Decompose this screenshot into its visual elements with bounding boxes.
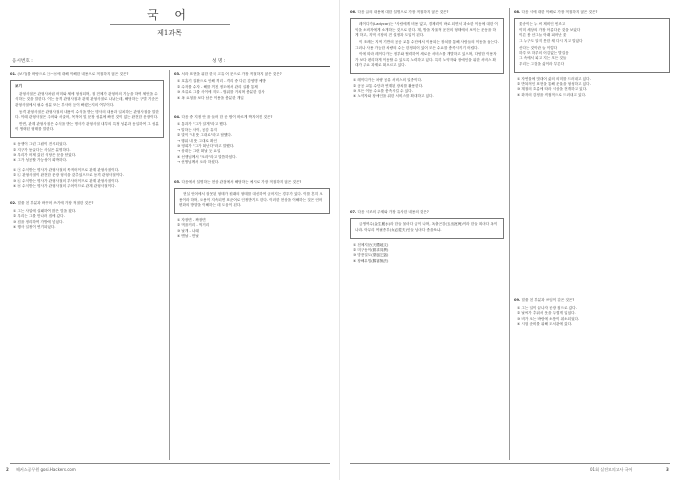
answer-option[interactable]: ② 반복적인 표현을 통해 운율을 형성하고 있다. xyxy=(517,82,591,87)
answer-option[interactable]: ① 자장면 - 짜장면 xyxy=(177,217,206,222)
answer-option[interactable]: ④ 노약자와 장애인을 위한 서비스를 확대하고 있다. xyxy=(353,94,434,99)
answer-option[interactable]: ③ 짐을 정리하여 가방에 넣었다. xyxy=(13,219,64,224)
answer-option[interactable]: ④ 폭 요청을 보다 남은 이용을 충분한 개입 xyxy=(177,95,244,100)
column-4 xyxy=(514,10,670,460)
column-1 xyxy=(10,72,164,462)
answer-option[interactable]: ④ 시험 준비를 위해 도서관에 갔다. xyxy=(517,321,573,326)
box-paragraph: 이에 따라 레이디카는 정부와 협력하여 새로운 서비스를 개발하고 있으며, 다양한 이용자가 보다 편리하게 이동할 수 있도록 노력하고 있다. 특히 노약자와 장애인을 위한 서비스 확대가 주요 과제로 떠오르고 있다. xyxy=(355,52,497,68)
exam-number-label: 응시번호 : xyxy=(12,59,33,64)
option-note: → 선생님께서 오라 하셨다. xyxy=(177,160,220,165)
box-paragraph: 동격 관형사절은 관형사절의 내용이 수식을 받는 명사의 내용과 일치하는 관형사절을 말한다. 이때 관형사절은 주어와 서술어, 목적어 및 문장 성분에 빠진 것이 없는 완전한 문장이다. xyxy=(15,109,159,119)
question-03 xyxy=(174,72,330,77)
poem-box xyxy=(350,218,504,238)
passage-box xyxy=(174,188,330,214)
example-sentence: ③ 우리가 어제 갔던 식당은 문을 닫았다. xyxy=(13,152,77,157)
example-box xyxy=(10,80,164,138)
answer-option[interactable]: ② 공공 교통 수단과 연계된 장치를 활용한다. xyxy=(353,83,424,88)
question-02 xyxy=(10,201,164,206)
example-sentence: ① 동생이 그린 그림이 전시되었다. xyxy=(13,142,68,147)
answer-option[interactable]: ① 그는 사업에 실패하여 많은 빚을 졌다. xyxy=(13,208,77,213)
footer-rule xyxy=(10,463,330,464)
answer-option[interactable]: ② 말이 "내 뜻 그대로"라고 답했다. xyxy=(177,133,233,138)
question-number: 07. xyxy=(350,209,357,214)
option-note: → 상대는 그런 떠날 듯 요일 xyxy=(177,149,221,154)
footer-text: 해커스공무원 gosi.Hackers.com xyxy=(16,467,76,472)
question-number: 02. xyxy=(10,201,17,206)
answer-option[interactable]: ② 미구동이(微求同異) xyxy=(353,247,389,252)
answer-option[interactable]: ③ 조류로 그룹 사이에 지도 - 범위를 거치며 충분한 검사 xyxy=(177,90,265,95)
box-paragraph: 레이디카(Ladycar)는 "사람에게 비용 없고, 경제력이 바로 되면서 과소한 이동에 대한 이익을 소비자에게 소개하는 것으로 한다. 계, 방을 자율적 운전의 형태에서 보이는 운동을 하게 하고, 지역 시장의 전 설정과 도입이 된다. xyxy=(355,22,498,38)
question-number: 05. xyxy=(174,179,181,184)
question-number: 04. xyxy=(174,115,181,120)
column-3 xyxy=(350,10,504,460)
answer-option[interactable]: ② 수자를 수자 - 해를 끼친 정도에서 관리 실황 통제 xyxy=(177,84,258,89)
header-rule xyxy=(10,66,330,67)
question-text: 다음 시에 대한 이해로 가장 적절하지 않은 것은? xyxy=(521,10,598,14)
answer-option[interactable]: ④ 맨날 - 만날 xyxy=(177,234,199,239)
question-05 xyxy=(174,180,330,185)
option-note: → 행위 내 뜻 그대로 확인 xyxy=(177,138,217,143)
page-number: 2 xyxy=(6,467,9,472)
box-paragraph: 현실 언어에서 잘못된 형태가 원래의 형태를 대신하여 굳어지는 경우가 있다. 이를 흔히 오용이라 하며, 오용이 지속되면 표준어로 인정받기도 한다. 이러한 현상을 이해하는 것은 언어 변화의 방향을 이해하는 데 도움이 된다. xyxy=(179,192,323,207)
column-divider xyxy=(169,70,170,460)
question-text: 다음 시조의 주제와 가장 유사한 내용의 것은? xyxy=(357,209,429,214)
example-sentence: ② 지구가 둥글다는 사실은 분명하다. xyxy=(13,147,71,152)
question-text: 밑줄 친 부분과 바꾸어 쓰기에 가장 적절한 것은? xyxy=(17,201,94,206)
question-number: 06. xyxy=(350,10,357,14)
box-paragraph: 금생여수(金生麗水)라 한들 물마다 금이 나며, 옥출곤강(玉出崑崗)이라 한들 뫼마다 옥이 나랴. 아무리 여필종부(女必從夫)인들 님마다 좇을쏘냐. xyxy=(355,222,498,232)
question-text: (보기)를 바탕으로 ㉠~㉣에 대해 이해한 내용으로 적절하지 않은 것은? xyxy=(17,72,129,76)
question-07 xyxy=(350,210,504,215)
question-number: 08. xyxy=(514,10,521,14)
answer-option[interactable]: ② 우리는 그를 만나러 집에 갔다. xyxy=(13,214,65,219)
question-04 xyxy=(174,115,330,120)
passage-box xyxy=(350,18,504,74)
right-page xyxy=(339,0,678,480)
answer-option[interactable]: ① 그는 일이 끝나자 곧장 집으로 갔다. xyxy=(517,305,577,310)
candidate-name-label: 성 명 : xyxy=(212,59,226,64)
question-text: 밑줄 친 부분과 쓰임이 같은 것은? xyxy=(521,298,575,303)
answer-option[interactable]: ④ ㉣ 수식받는 명사가 관형사절의 주어이므로 관계 관형사절이다. xyxy=(13,184,116,188)
question-text: 다음에서 설명하는 현상 관점에서 해당하는 예시로 가장 적절하지 않은 것은? xyxy=(181,179,302,184)
column-2 xyxy=(174,72,330,462)
question-08 xyxy=(514,10,670,15)
box-paragraph: 반면, 관계 관형사절은 수식을 받는 명사가 관형사절 내부의 특정 성분과 동일하여 그 성분이 생략된 형태를 말한다. xyxy=(15,121,159,132)
question-number: 01. xyxy=(10,72,17,76)
answer-option[interactable]: ④ 선생님께서 "오라"라고 말씀하셨다. xyxy=(177,154,237,159)
answer-option[interactable]: ② 먹을거리 - 먹거리 xyxy=(177,223,210,228)
answer-option[interactable]: ① 자연물에 빗대어 삶의 의미를 드러내고 있다. xyxy=(517,76,591,81)
answer-option[interactable]: ③ 비가 오는 바람에 소풍이 취소되었다. xyxy=(517,316,580,321)
question-text: 서라 표현을 위한 한국 고유 어 문으로 가장 적절하지 않은 것은? xyxy=(181,72,282,76)
footer-text: 01회 실전모의고사 국어 xyxy=(590,467,633,472)
box-paragraph: 관형사절은 관형사처럼 어미와 체에 형성되며, 절 전체가 관형어의 기능을 하여 체언을 수식하는 것을 말한다. 이는 동격 관형사절과 관계 관형사절로 나뉘는데, 해당하는 구별 기준은 관형사절에서 필수 성분 또는 부사어 등이 빠졌는지의 여부이다. xyxy=(15,91,159,107)
answer-option[interactable]: ① ㉠ 수식받는 명사가 관형사절의 목적어이므로 관계 관형사절이다. xyxy=(13,167,120,172)
question-number: 03. xyxy=(174,72,181,76)
answer-option[interactable]: ② 날씨가 추워서 옷을 두껍게 입었다. xyxy=(517,311,576,316)
box-paragraph: 산다는 것이란 늘 이렇다 하루 또 하루의 어김없는 발걸음 그 속에서 피고 지는 모든 것들 우리는 그것을 삶이라 부른다 xyxy=(519,45,569,66)
box-paragraph: 이 조례는 지역 기반의 공공 교통 수단에서 이용되는 장치를 통해 사람들의 이동을 돕는다. 그러나 사용 가능한 차량의 수는 한정되어 있어 모든 수요를 충족시키기 어렵다. xyxy=(355,40,499,50)
question-01 xyxy=(10,72,164,77)
answer-option[interactable]: ③ 날개 - 나래 xyxy=(177,228,199,233)
page-number: 3 xyxy=(666,467,669,472)
option-note: → 말하는 사이, 공감 유지 xyxy=(177,127,217,132)
answer-option[interactable]: ① 호흡기 질환으로 인해 격리 - 격리 중 다른 감염병 예방 xyxy=(177,79,266,84)
question-06 xyxy=(350,10,504,15)
box-paragraph: 꽃송이는 누 씨 제비인 빈조고 이미 세상의 가장 아름다운 것을 보았다 이른 봄 산그늘 아래 피어난 꽃 그 누구도 알지 못한 채 다시 지고 말았다 xyxy=(519,22,583,43)
answer-option[interactable]: ③ 모든 이동 수요를 충족시킬 수 있다. xyxy=(353,88,413,93)
answer-option[interactable]: ③ 망풍걸도(望風乞盜) xyxy=(353,253,389,258)
footer-rule xyxy=(350,463,670,464)
answer-option[interactable]: ① 레이디카는 차량 공유 서비스의 일종이다. xyxy=(353,78,423,83)
subject-title: 국 어 xyxy=(147,8,192,22)
answer-option[interactable]: ① 천체지문(天體地文) xyxy=(353,242,389,247)
question-number: 09. xyxy=(514,298,521,303)
box-label: 보기 xyxy=(15,84,22,89)
answer-option[interactable]: ④ 장해무법(腸害無法) xyxy=(353,258,389,263)
answer-option[interactable]: ④ 행사 일정이 연기되었다. xyxy=(13,225,56,230)
answer-option[interactable]: ③ ㉢ 수식받는 명사가 관형사절의 부사어이므로 관계 관형사절이다. xyxy=(13,178,120,183)
section-title: 제1과목 xyxy=(157,29,182,37)
poem-box xyxy=(514,18,670,72)
question-text: 다음 글의 내용에 대한 설명으로 가장 적절하지 않은 것은? xyxy=(357,10,449,14)
answer-option[interactable]: ② ㉡ 관형사절이 완전한 문장 형식을 갖추었으므로 동격 관형사절이다. xyxy=(13,173,124,178)
answer-option[interactable]: ① 통과가 "그가 알게"라고 했다. xyxy=(177,122,228,127)
example-sentence: ④ 그가 성공할 가능성이 희박하다. xyxy=(13,158,68,163)
title-divider xyxy=(110,24,230,25)
question-text: 다음 중 지정 안 을 들어 한 곧 합이 바르게 짝지어진 것은? xyxy=(181,115,273,120)
question-09 xyxy=(514,298,670,303)
column-divider xyxy=(509,8,510,460)
answer-option[interactable]: ③ 영희가 "그가 떠난다"라고 말했다. xyxy=(177,144,235,149)
answer-option[interactable]: ③ 계절의 흐름에 따라 시상을 전개하고 있다. xyxy=(517,87,588,92)
answer-option[interactable]: ④ 화자의 감정을 직접적으로 드러내고 있다. xyxy=(517,92,587,97)
